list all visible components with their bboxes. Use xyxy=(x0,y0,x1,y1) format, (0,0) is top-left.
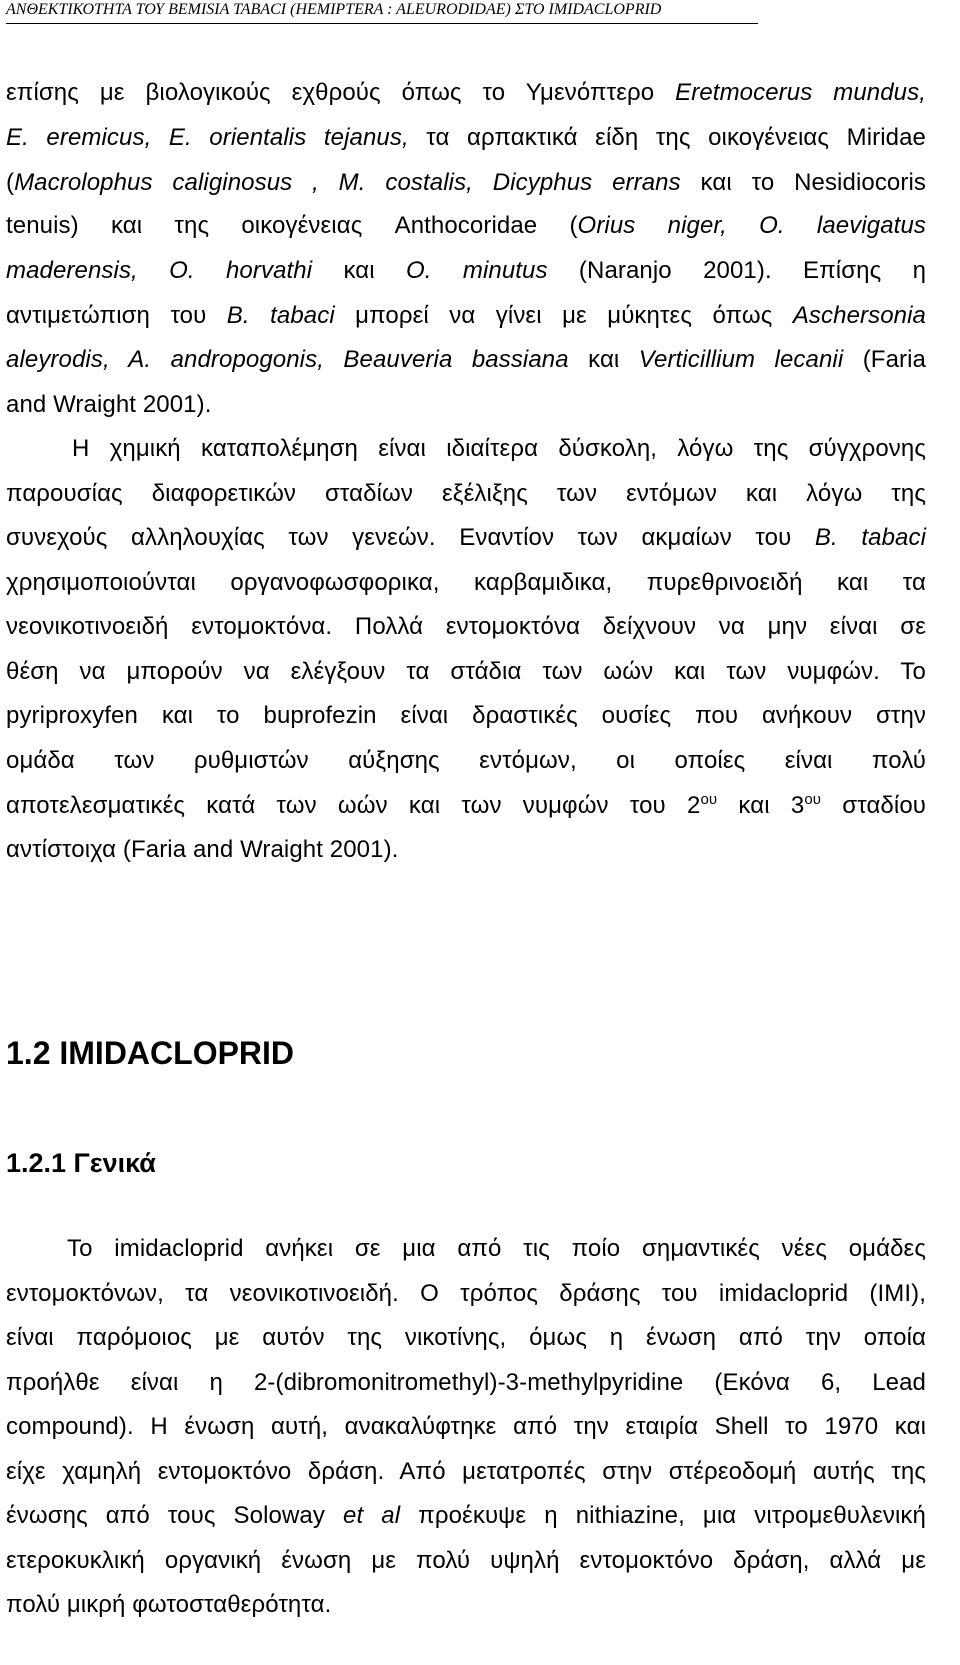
paragraph-line: πολύ μικρή φωτοσταθερότητα. xyxy=(6,1591,332,1618)
paragraph-line: Το imidacloprid ανήκει σε μια από τις ποίο σημαντικές νέες ομάδες xyxy=(67,1235,926,1262)
subsection-heading: 1.2.1 Γενικά xyxy=(6,1148,156,1178)
paragraph-line: αντίστοιχα (Faria and Wraight 2001). xyxy=(6,836,399,863)
paragraph-line: είναι παρόμοιος με αυτόν της νικοτίνης, όμως η ένωση από την οποία xyxy=(6,1324,926,1351)
paragraph-line: aleyrodis, A. andropogonis, Beauveria bassiana και Verticillium lecanii (Faria xyxy=(6,346,926,373)
paragraph-line: χρησιμοποιούνται οργανοφωσφορικα, καρβαμιδικα, πυρεθρινοειδή και τα xyxy=(6,569,926,596)
paragraph-line: pyriproxyfen και το buprofezin είναι δραστικές ουσίες που ανήκουν στην xyxy=(6,702,926,729)
paragraph-line: εντομοκτόνων, τα νεονικοτινοειδή. Ο τρόπος δράσης του imidacloprid (IMI), xyxy=(6,1280,926,1307)
paragraph-line: and Wraight 2001). xyxy=(6,391,212,418)
paragraph-line: (Macrolophus caliginosus , M. costalis, Dicyphus errans και το Nesidiocoris xyxy=(6,169,926,196)
paragraph-line: αντιμετώπιση του B. tabaci μπορεί να γίνει με μύκητες όπως Aschersonia xyxy=(6,302,926,329)
paragraph-line: προήλθε είναι η 2-(dibromonitromethyl)-3-methylpyridine (Εκόνα 6, Lead xyxy=(6,1369,926,1396)
paragraph-line: θέση να μπορούν να ελέγξουν τα στάδια των ωών και των νυμφών. Το xyxy=(6,658,926,685)
paragraph-line: παρουσίας διαφορετικών σταδίων εξέλιξης των εντόμων και λόγω της xyxy=(6,480,926,507)
paragraph-line: ένωσης από τους Soloway et al προέκυψε η nithiazine, μια νιτρομεθυλενική xyxy=(6,1502,926,1529)
paragraph-line: ομάδα των ρυθμιστών αύξησης εντόμων, οι οποίες είναι πολύ xyxy=(6,747,926,774)
header-rule xyxy=(6,23,758,24)
paragraph-line: συνεχούς αλληλουχίας των γενεών. Εναντίον των ακμαίων του B. tabaci xyxy=(6,524,926,551)
paragraph-line: επίσης με βιολογικούς εχθρούς όπως το Υμενόπτερο Eretmocerus mundus, xyxy=(6,79,926,106)
paragraph-line: E. eremicus, E. orientalis tejanus, τα αρπακτικά είδη της οικογένειας Miridae xyxy=(6,124,927,151)
paragraph-line: maderensis, O. horvathi και O. minutus (Naranjo 2001). Επίσης η xyxy=(6,257,927,284)
paragraph-line: tenuis) και της οικογένειας Anthocoridae (Orius niger, O. laevigatus xyxy=(6,212,926,239)
paragraph-line: compound). Η ένωση αυτή, ανακαλύφτηκε από την εταιρία Shell το 1970 και xyxy=(6,1413,926,1440)
paragraph-line: αποτελεσματικές κατά των ωών και των νυμφών του $2^{o\upsilon}$ και $3^{o\upsilon}$ σταδίου xyxy=(6,791,926,819)
paragraph-line: Η χημική καταπολέμηση είναι ιδιαίτερα δύσκολη, λόγω της σύγχρονης xyxy=(72,435,926,462)
paragraph-line: νεονικοτινοειδή εντομοκτόνα. Πολλά εντομοκτόνα δείχνουν να μην είναι σε xyxy=(6,613,926,640)
paragraph-line: είχε χαμηλή εντομοκτόνο δράση. Από μετατροπές στην στέρεοδομή αυτής της xyxy=(6,1458,926,1485)
section-heading: 1.2 IMIDACLOPRID xyxy=(6,1035,295,1071)
running-header: ΑΝΘΕΚΤΙΚΟΤΗΤΑ ΤΟΥ BEMISIA TABACI (HEMIPTERA : ALEURODIDAE) ΣΤΟ IMIDACLOPRID xyxy=(6,1,662,18)
paragraph-line: ετεροκυκλική οργανική ένωση με πολύ υψηλή εντομοκτόνο δράση, αλλά με xyxy=(6,1547,926,1574)
